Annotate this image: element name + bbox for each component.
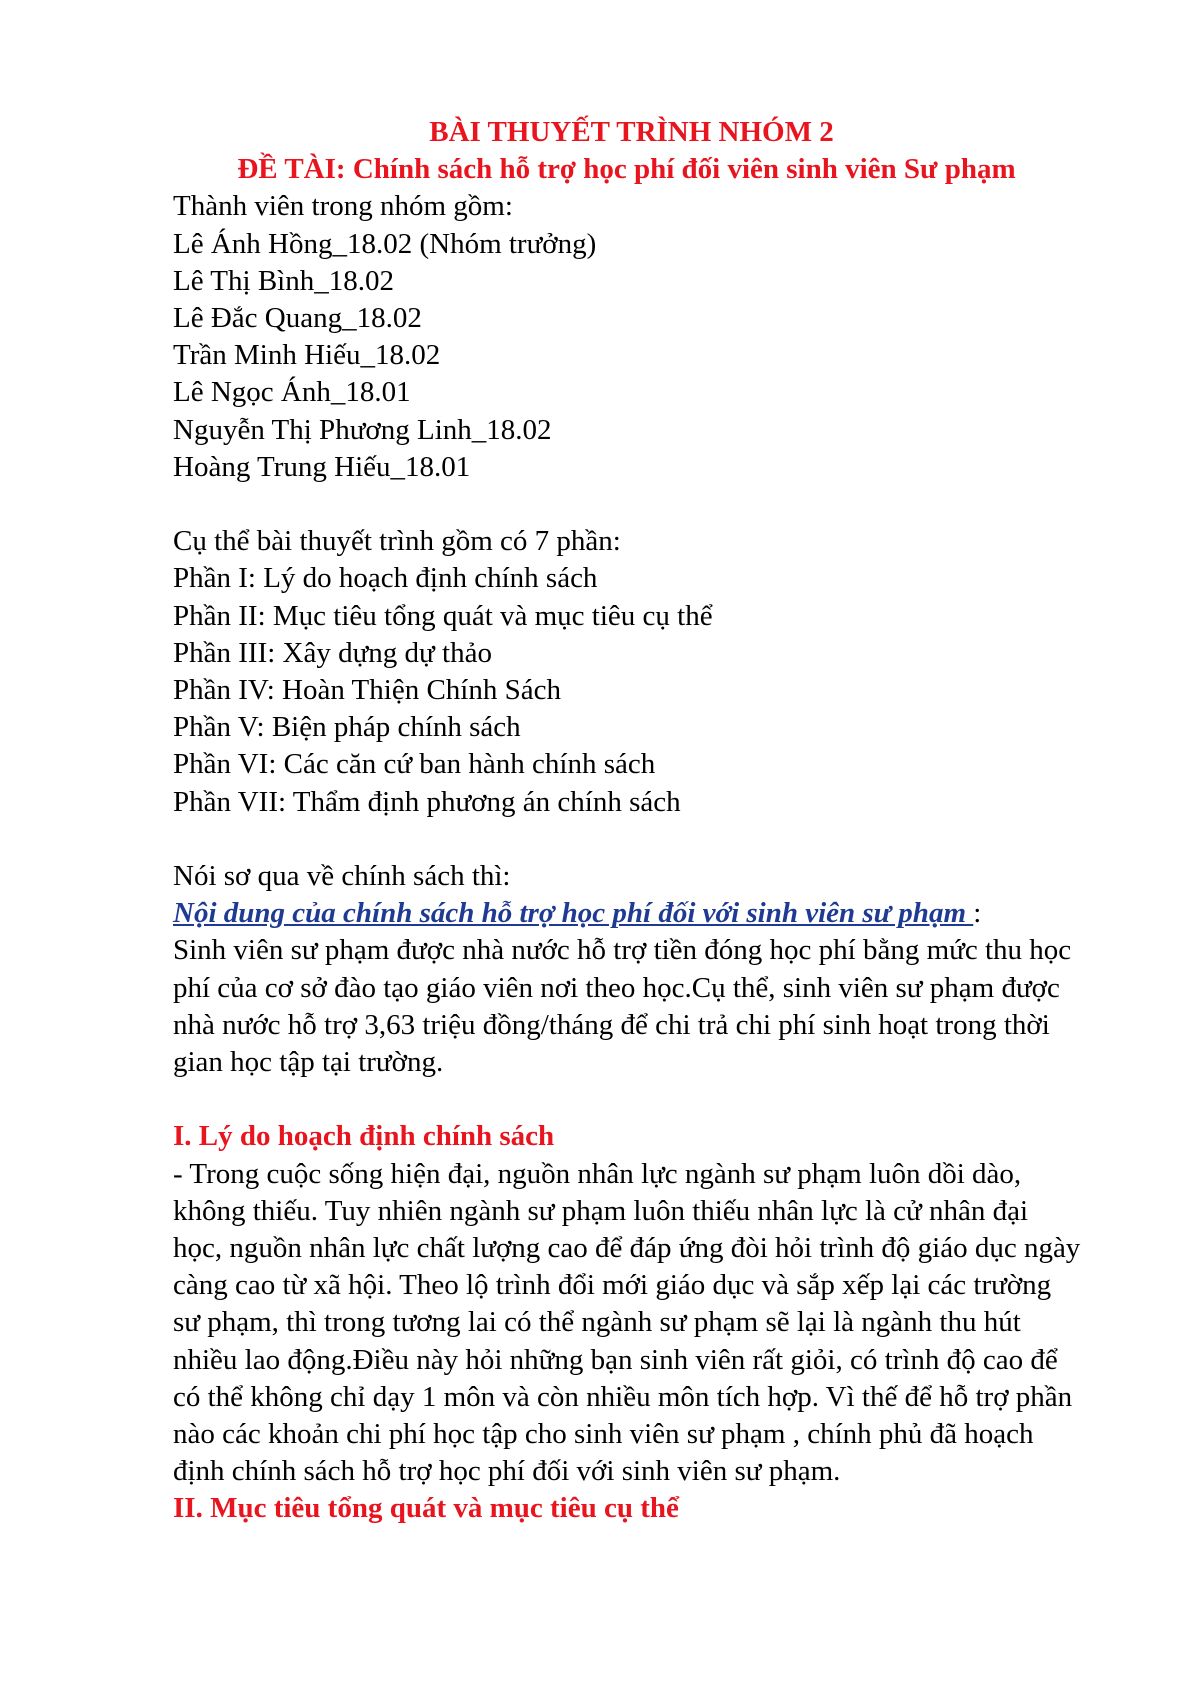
document-title: BÀI THUYẾT TRÌNH NHÓM 2	[429, 116, 834, 148]
part-item: Phần III: Xây dựng dự thảo	[173, 636, 492, 669]
spacer	[173, 486, 1080, 523]
content-paragraph: Sinh viên sư phạm được nhà nước hỗ trợ tiền đóng học phí bằng mức thu học phí của cơ sở đào tạo giáo viên nơi theo học.Cụ thể, sinh viên sư phạm được nhà nước hỗ trợ 3,63 triệu đồng/tháng để chi trả chi phí sinh hoạt trong thời gian học tập tại trường.	[173, 934, 1072, 1079]
document-subtitle: ĐỀ TÀI: Chính sách hỗ trợ học phí đối viên sinh viên Sư phạm	[237, 153, 1016, 186]
member-item: Lê Đắc Quang_18.02	[173, 302, 422, 335]
section1-paragraph: - Trong cuộc sống hiện đại, nguồn nhân lực ngành sư phạm luôn dồi dào, không thiếu. Tuy nhiên ngành sư phạm luôn thiếu nhân lực là cử nhân đại học, nguồn nhân lực chất lượng cao để đáp ứng đòi hỏi trình độ giáo dục ngày càng cao từ xã hội. Theo lộ trình đổi mới giáo dục và sắp xếp lại các trường sư phạm, thì trong tương lai có thể ngành sư phạm sẽ lại là ngành thu hút nhiều lao động.Điều này hỏi những bạn sinh viên rất giỏi, có trình độ cao để có thể không chỉ dạy 1 môn và còn nhiều môn tích hợp. Vì thế để hỗ trợ phần nào các khoản chi phí học tập cho sinh viên sư phạm , chính phủ đã hoạch định chính sách hỗ trợ học phí đối với sinh viên sư phạm.	[173, 1157, 1081, 1488]
part-item: Phần V: Biện pháp chính sách	[173, 711, 521, 744]
member-item: Lê Thị Bình_18.02	[173, 264, 394, 297]
content-link[interactable]: Nội dung của chính sách hỗ trợ học phí đối với sinh viên sư phạm	[173, 897, 974, 930]
content-link-suffix: :	[973, 897, 982, 930]
part-item: Phần IV: Hoàn Thiện Chính Sách	[173, 674, 561, 707]
members-intro: Thành viên trong nhóm gồm:	[173, 190, 513, 223]
member-item: Nguyễn Thị Phương Linh_18.02	[173, 413, 552, 446]
member-item: Lê Ngọc Ánh_18.01	[173, 376, 411, 409]
spacer	[173, 821, 1080, 858]
part-item: Phần VI: Các căn cứ ban hành chính sách	[173, 748, 656, 781]
section2-heading: II. Mục tiêu tổng quát và mục tiêu cụ thể	[173, 1492, 679, 1525]
part-item: Phần II: Mục tiêu tổng quát và mục tiêu cụ thể	[173, 599, 713, 632]
summary-intro: Nói sơ qua về chính sách thì:	[173, 860, 511, 893]
part-item: Phần I: Lý do hoạch định chính sách	[173, 562, 598, 595]
section1-heading: I. Lý do hoạch định chính sách	[173, 1120, 555, 1153]
content-link-line	[173, 895, 1080, 932]
spacer	[173, 1081, 1080, 1118]
member-item: Lê Ánh Hồng_18.02 (Nhóm trưởng)	[173, 227, 597, 260]
parts-intro: Cụ thể bài thuyết trình gồm có 7 phần:	[173, 525, 621, 558]
member-item: Trần Minh Hiếu_18.02	[173, 339, 441, 372]
member-item: Hoàng Trung Hiếu_18.01	[173, 450, 471, 483]
part-item: Phần VII: Thẩm định phương án chính sách	[173, 785, 681, 818]
